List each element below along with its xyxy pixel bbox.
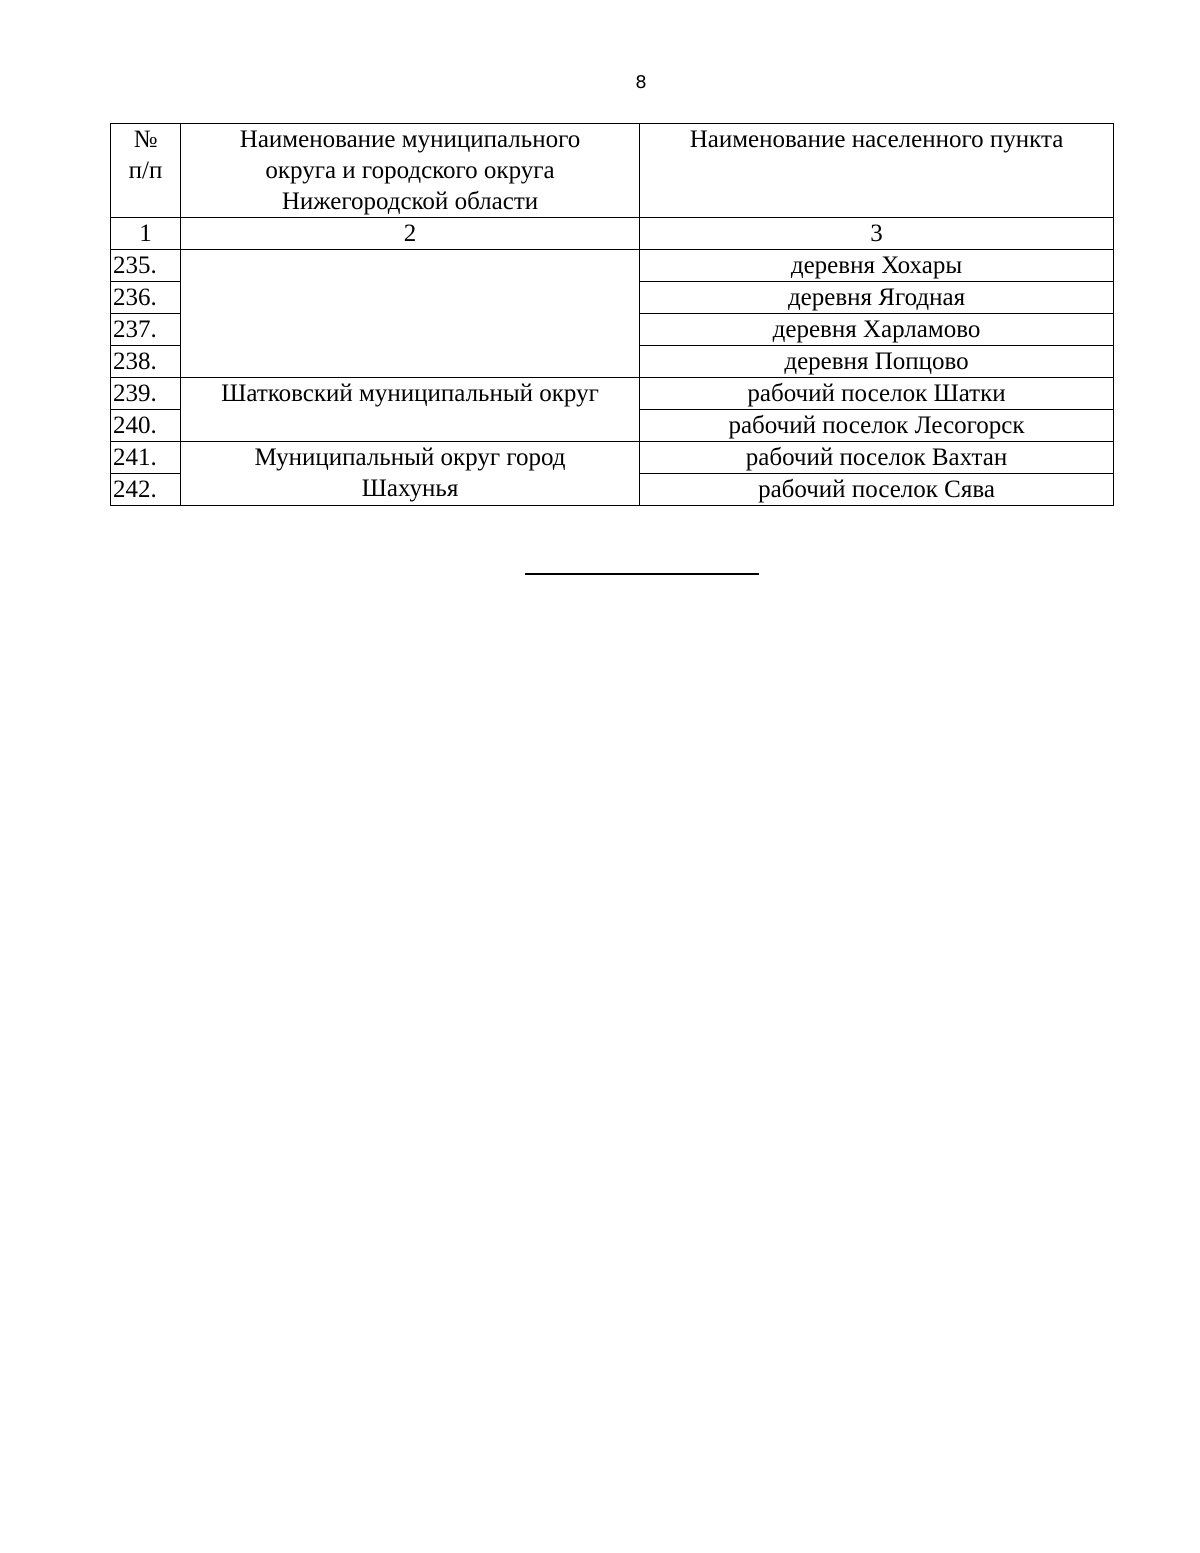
locality-cell: деревня Попцово <box>640 346 1114 378</box>
locality-cell: деревня Хохары <box>640 250 1114 282</box>
locality-cell: рабочий поселок Вахтан <box>640 442 1114 474</box>
column-numbers-row <box>111 218 1114 250</box>
page-number: 8 <box>635 72 647 93</box>
column-number-1: 1 <box>111 218 181 250</box>
locality-cell: рабочий поселок Сява <box>640 474 1114 506</box>
row-number: 235. <box>111 250 181 282</box>
header-district: Наименование муниципального округа и городского округа Нижегородской области <box>181 124 640 218</box>
row-number: 237. <box>111 314 181 346</box>
row-number: 239. <box>111 378 181 410</box>
column-number-3: 3 <box>640 218 1114 250</box>
end-of-document-rule <box>525 573 759 575</box>
locality-cell: деревня Харламово <box>640 314 1114 346</box>
row-number: 238. <box>111 346 181 378</box>
row-number: 240. <box>111 410 181 442</box>
table-header-row <box>111 124 1114 218</box>
locality-cell: рабочий поселок Лесогорск <box>640 410 1114 442</box>
district-cell <box>181 250 640 378</box>
header-number-line2: п/п <box>128 157 163 184</box>
row-number: 241. <box>111 442 181 474</box>
column-number-2: 2 <box>181 218 640 250</box>
header-number-line1: № <box>133 126 158 153</box>
district-cell: Шатковский муниципальный округ <box>181 378 640 442</box>
header-number <box>111 124 181 218</box>
locality-cell: рабочий поселок Шатки <box>640 378 1114 410</box>
header-locality: Наименование населенного пункта <box>640 124 1114 218</box>
district-cell: Муниципальный округ город Шахунья <box>181 442 640 506</box>
settlements-table <box>110 123 1114 506</box>
table-row <box>111 378 1114 410</box>
table-row <box>111 250 1114 282</box>
locality-cell: деревня Ягодная <box>640 282 1114 314</box>
row-number: 242. <box>111 474 181 506</box>
table-row <box>111 442 1114 474</box>
row-number: 236. <box>111 282 181 314</box>
